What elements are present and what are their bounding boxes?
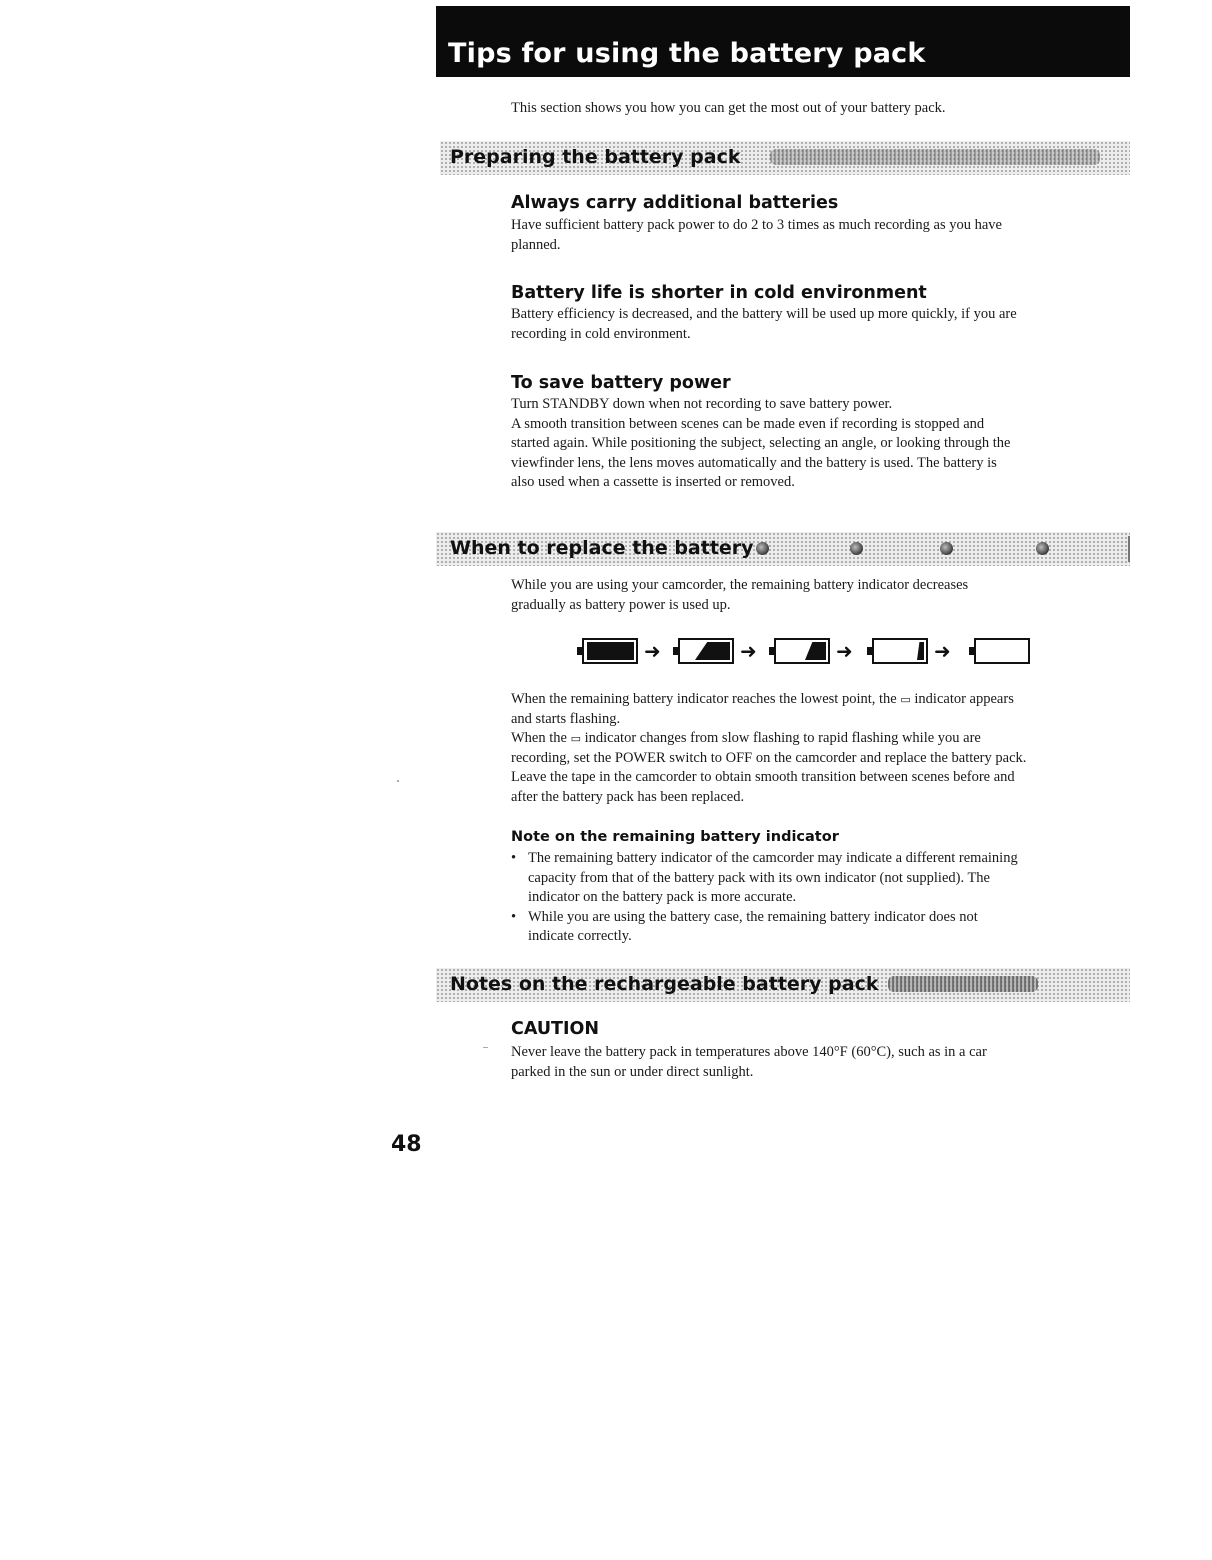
battery-level-icon [774,638,830,664]
item-title-cold-environment: Battery life is shorter in cold environment [511,283,927,303]
item-body-additional-batteries [511,216,1133,255]
arrow-right-icon: ➜ [644,639,661,663]
section-header-replace [436,532,1130,566]
text-line: A smooth transition between scenes can be made even if recording is stopped and [511,415,985,432]
dot-icon [940,542,953,555]
battery-fill [917,642,924,660]
text-line: When the remaining battery indicator reaches the lowest point, the ▭ indicator appears [511,690,1133,710]
page-number: 48 [391,1132,422,1157]
battery-level-icon [582,638,638,664]
list-item [511,849,1133,908]
text-line: Never leave the battery pack in temperatures above 140°F (60°C), such as in a car [511,1044,987,1060]
text-line: Leave the tape in the camcorder to obtain smooth transition between scenes before and [511,769,1015,785]
dot-icon [1036,542,1049,555]
text-line: indicate correctly. [528,928,632,944]
battery-fill [587,642,634,660]
text-line: The remaining battery indicator of the camcorder may indicate a different remaining [528,850,1018,866]
bullet-icon: • [511,908,517,925]
caution-body [511,1043,1133,1082]
text-line: parked in the sun or under direct sunlight. [511,1063,754,1080]
note-list [511,849,1133,947]
battery-level-icon [678,638,734,664]
caution-title: CAUTION [511,1019,600,1039]
text-line: Have sufficient battery pack power to do 2 to 3 times as much recording as you have [511,217,1002,233]
note-title: Note on the remaining battery indicator [511,829,839,845]
text-line: recording, set the POWER switch to OFF on the camcorder and replace the battery pack. [511,749,1027,766]
battery-fill [695,642,730,660]
item-body-cold-environment [511,305,1133,344]
list-item [511,908,1133,947]
battery-warning-icon: ▭ [570,732,581,745]
band-texture [888,976,1038,992]
text-line: also used when a cassette is inserted or removed. [511,474,795,490]
text-line: gradually as battery power is used up. [511,596,731,613]
dot-icon [756,542,769,555]
replace-intro [511,576,1133,615]
scan-speck [397,780,399,782]
text-line: capacity from that of the battery pack with its own indicator (not supplied). The [528,869,990,886]
title-bar [436,6,1130,77]
arrow-right-icon: ➜ [934,639,951,663]
scan-speck [483,1047,488,1048]
replace-body [511,690,1133,807]
text-line: started again. While positioning the subject, selecting an angle, or looking through the [511,435,1011,451]
battery-level-icon [872,638,928,664]
battery-warning-icon: ▭ [900,693,911,706]
battery-fill [805,642,826,660]
battery-level-icon [974,638,1030,664]
text-line: When the ▭ indicator changes from slow flashing to rapid flashing while you are [511,729,1133,749]
text-line: recording in cold environment. [511,325,691,342]
intro-text: This section shows you how you can get the most out of your battery pack. [511,100,946,116]
section-heading-preparing: Preparing the battery pack [450,146,741,168]
text-line: While you are using your camcorder, the remaining battery indicator decreases [511,577,969,593]
item-title-additional-batteries: Always carry additional batteries [511,193,839,213]
text-line: While you are using the battery case, the remaining battery indicator does not [528,908,978,925]
arrow-right-icon: ➜ [836,639,853,663]
arrow-right-icon: ➜ [740,639,757,663]
page-title: Tips for using the battery pack [448,38,926,69]
text-line: viewfinder lens, the lens moves automatically and the battery is used. The battery is [511,454,997,471]
text-line: and starts flashing. [511,710,621,727]
section-header-notes [436,968,1130,1002]
text-line: Turn STANDBY down when not recording to save battery power. [511,396,893,412]
text-line: indicator on the battery pack is more accurate. [528,889,797,905]
text-line: after the battery pack has been replaced. [511,788,745,805]
section-header-preparing [440,141,1130,175]
battery-indicator-sequence [574,634,1044,668]
text-line: planned. [511,236,561,253]
item-title-save-power: To save battery power [511,373,731,393]
bullet-icon: • [511,850,517,866]
text-line: Battery efficiency is decreased, and the battery will be used up more quickly, if you are [511,306,1017,322]
band-texture [770,149,1100,165]
section-heading-replace: When to replace the battery [450,537,754,559]
item-body-save-power [511,395,1133,493]
dot-icon [850,542,863,555]
section-heading-notes: Notes on the rechargeable battery pack [450,973,879,995]
band-edge-mark [1128,536,1130,562]
